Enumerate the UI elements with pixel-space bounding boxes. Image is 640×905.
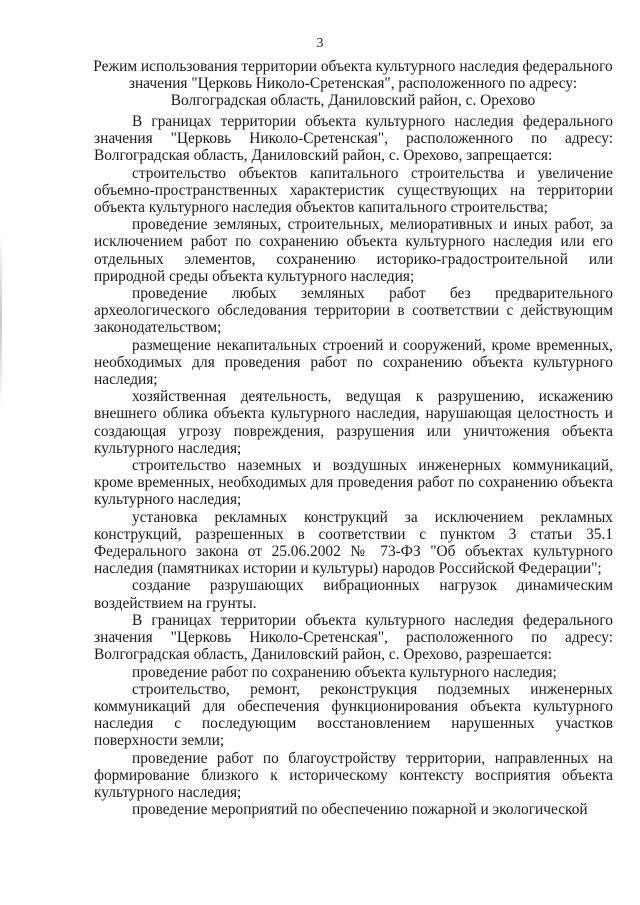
prohibition-item: проведение земляных, строительных, мелиоративных и иных работ, за исключением работ по сохранению объекта культурного наследия или его отдельных элементов, сохранению историко-градостроительной или природной среды объекта культурного наследия; [94, 216, 613, 285]
intro-prohibited-paragraph: В границах территории объекта культурного наследия федерального значения "Церковь Николо-Сретенская", расположенного по адресу: Волгоградская область, Даниловский район, с. Орехово, запрещается: [94, 113, 613, 165]
prohibition-item: строительство объектов капитального строительства и увеличение объемно-пространственных характеристик существующих на территории объекта культурного наследия объектов капитального строительства; [94, 164, 613, 217]
prohibition-item: строительство наземных и воздушных инженерных коммуникаций, кроме временных, необходимых для проведения работ по сохранению объекта культурного наследия; [94, 457, 613, 509]
title-line: Режим использования территории объекта культурного наследия федерального [93, 58, 613, 75]
scan-edge-mark [0, 230, 2, 410]
intro-permitted-paragraph: В границах территории объекта культурного наследия федерального значения "Церковь Николо-Сретенская", расположенного по адресу: Волгоградская область, Даниловский район, с. Орехово, разрешается: [94, 611, 613, 664]
prohibition-item: хозяйственная деятельность, ведущая к разрушению, искажению внешнего облика объекта культурного наследия, нарушающая целостность и создающая угрозу повреждения, разрушения или уничтожения объекта культурного наследия; [94, 388, 613, 457]
prohibition-item: размещение некапитальных строений и сооружений, кроме временных, необходимых для проведения работ по сохранению объекта культурного наследия; [94, 336, 613, 389]
permission-item: строительство, ремонт, реконструкция подземных инженерных коммуникаций для обеспечения функционирования объекта культурного наследия с последующим восстановлением нарушенных участков поверхности земли; [94, 680, 613, 750]
prohibition-item: проведение любых земляных работ без предварительного археологического обследования территории в соответствии с действующим законодательством; [94, 285, 613, 337]
permission-item: проведение работ по сохранению объекта культурного наследия; [132, 663, 557, 681]
title-line: значения "Церковь Николо-Сретенская", расположенного по адресу: [128, 75, 578, 92]
prohibition-item: установка рекламных конструкций за исключением рекламных конструкций, разрешенных в соответствии с пунктом 3 статьи 35.1 Федерального закона от 25.06.2002 № 73-ФЗ "Об объектах культурного наследия (памятниках истории и культуры) народов Российской Федерации"; [94, 508, 613, 578]
prohibition-item: создание разрушающих вибрационных нагрузок динамическим воздействием на грунты. [94, 577, 613, 612]
document-body [94, 113, 613, 818]
title-line: Волгоградская область, Даниловский район, с. Орехово [170, 92, 536, 109]
permission-item: проведение работ по благоустройству территории, направленных на формирование близкого к историческому контексту восприятия объекта культурного наследия; [94, 749, 613, 801]
permission-item: проведение мероприятий по обеспечению пожарной и экологической [132, 801, 588, 819]
page-number: 3 [316, 36, 324, 51]
document-title [80, 58, 626, 109]
